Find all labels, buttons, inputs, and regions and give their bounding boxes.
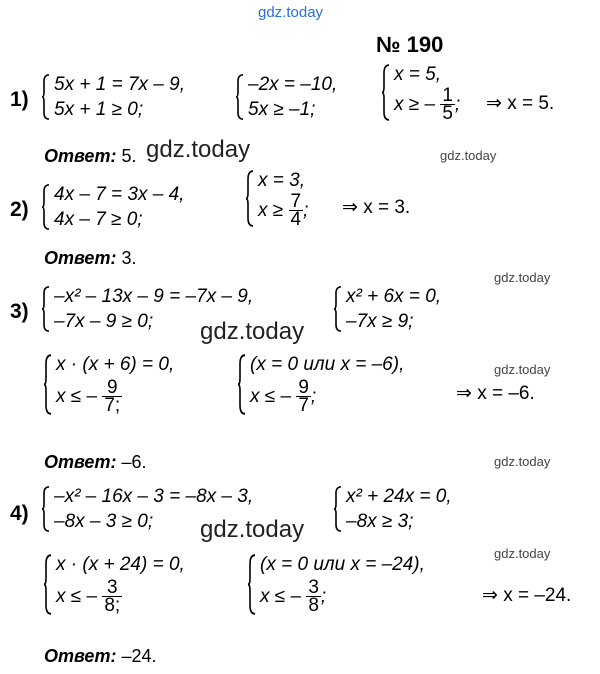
answer-value: 3. [121, 248, 137, 268]
equation-line: x ≥ $\frac{7}{4}$ ; [258, 191, 309, 231]
implication: ⇒ x = –6. [456, 383, 535, 404]
equation-system [236, 72, 337, 122]
problem-number: 4) [10, 502, 29, 525]
problem-title: № 190 [376, 32, 444, 57]
brace [246, 170, 254, 227]
watermark: gdz.today [200, 516, 305, 543]
implication: ⇒ x = 3. [342, 197, 411, 218]
watermark: gdz.today [494, 454, 551, 469]
equation-line: x² + 24x = 0, [346, 486, 452, 507]
equation-line: x · (x + 6) = 0, [56, 354, 175, 375]
equation-system [246, 168, 308, 229]
equation-line: x = 5, [394, 64, 441, 85]
answer-value: 5. [121, 146, 137, 166]
equation-line: (x = 0 или x = –6), [250, 354, 405, 375]
watermark: gdz.today [494, 270, 551, 285]
brace [44, 354, 52, 415]
answer-label: Ответ: [44, 646, 117, 666]
equation-line: x = 3, [258, 170, 305, 191]
equation-line: x ≤ – $\frac{9}{7;}$ [56, 377, 121, 417]
equation-system [42, 182, 184, 232]
equation-line: x ≥ – $\frac{1}{5}$ ; [394, 85, 461, 125]
brace [248, 554, 256, 615]
problem-number: 1) [10, 88, 29, 111]
equation-system [42, 484, 253, 534]
equation-line: –7x ≥ 9; [346, 311, 414, 332]
equation-line: –x² – 13x – 9 = –7x – 9, [54, 286, 254, 307]
fraction: $\frac{7}{4}$ [290, 191, 302, 231]
equation-system [382, 62, 460, 123]
fraction: $\frac{3}{8;}$ [104, 577, 121, 617]
fraction: $\frac{9}{7;}$ [104, 377, 121, 417]
answer-value: –24. [121, 646, 157, 666]
equation-system [248, 552, 425, 617]
answer-value: –6. [121, 452, 147, 472]
equation-system [238, 352, 404, 417]
answer-label: Ответ: [44, 452, 117, 472]
problem-number: 2) [10, 198, 29, 221]
brace [334, 286, 342, 332]
implication: ⇒ x = 5. [486, 93, 555, 114]
equation-line: x ≤ – $\frac{3}{8}$ ; [260, 577, 327, 617]
answer [44, 146, 136, 167]
fraction: $\frac{3}{8}$ [308, 577, 319, 617]
equation-system [42, 72, 185, 122]
brace [238, 354, 246, 415]
fraction: $\frac{1}{5}$ [442, 85, 453, 125]
brace [44, 554, 52, 615]
answer-label: Ответ: [44, 248, 117, 268]
equation-line: –x² – 16x – 3 = –8x – 3, [54, 486, 254, 507]
watermark: gdz.today [494, 546, 551, 561]
equation-line: –8x – 3 ≥ 0; [54, 511, 154, 532]
equation-line: x ≤ – $\frac{9}{7}$ ; [250, 377, 317, 417]
brace [236, 74, 244, 120]
equation-line: x² + 6x = 0, [346, 286, 442, 307]
answer [44, 248, 136, 269]
equation-line: 4x – 7 = 3x – 4, [54, 184, 185, 205]
equation-line: –7x – 9 ≥ 0; [54, 311, 154, 332]
brace [42, 286, 50, 332]
brace [42, 184, 50, 230]
equation-line: 5x + 1 = 7x – 9, [54, 74, 185, 95]
brace [382, 64, 390, 121]
brace [42, 486, 50, 532]
watermark: gdz.today [494, 362, 551, 377]
equation-line: 5x ≥ –1; [248, 99, 316, 120]
equation-system [334, 484, 452, 534]
equation-system [44, 552, 185, 617]
watermark: gdz.today [440, 148, 497, 163]
equation-line: –8x ≥ 3; [346, 511, 414, 532]
answer [44, 646, 157, 667]
answer-label: Ответ: [44, 146, 117, 166]
equation-line: (x = 0 или x = –24), [260, 554, 425, 575]
equation-line: 4x – 7 ≥ 0; [54, 209, 143, 230]
watermark: gdz.today [146, 136, 251, 163]
equation-line: 5x + 1 ≥ 0; [54, 99, 144, 120]
brace [334, 486, 342, 532]
equation-line: x ≤ – $\frac{3}{8;}$ [56, 577, 121, 617]
equation-system [334, 284, 441, 334]
equation-system [42, 284, 253, 334]
implication: ⇒ x = –24. [482, 585, 572, 606]
watermark-top: gdz.today [258, 4, 324, 21]
brace [42, 74, 50, 120]
answer [44, 452, 147, 473]
equation-system [44, 352, 174, 417]
equation-line: –2x = –10, [248, 74, 338, 95]
watermark: gdz.today [200, 318, 305, 345]
fraction: $\frac{9}{7}$ [298, 377, 309, 417]
equation-line: x · (x + 24) = 0, [56, 554, 185, 575]
problem-number: 3) [10, 300, 29, 323]
